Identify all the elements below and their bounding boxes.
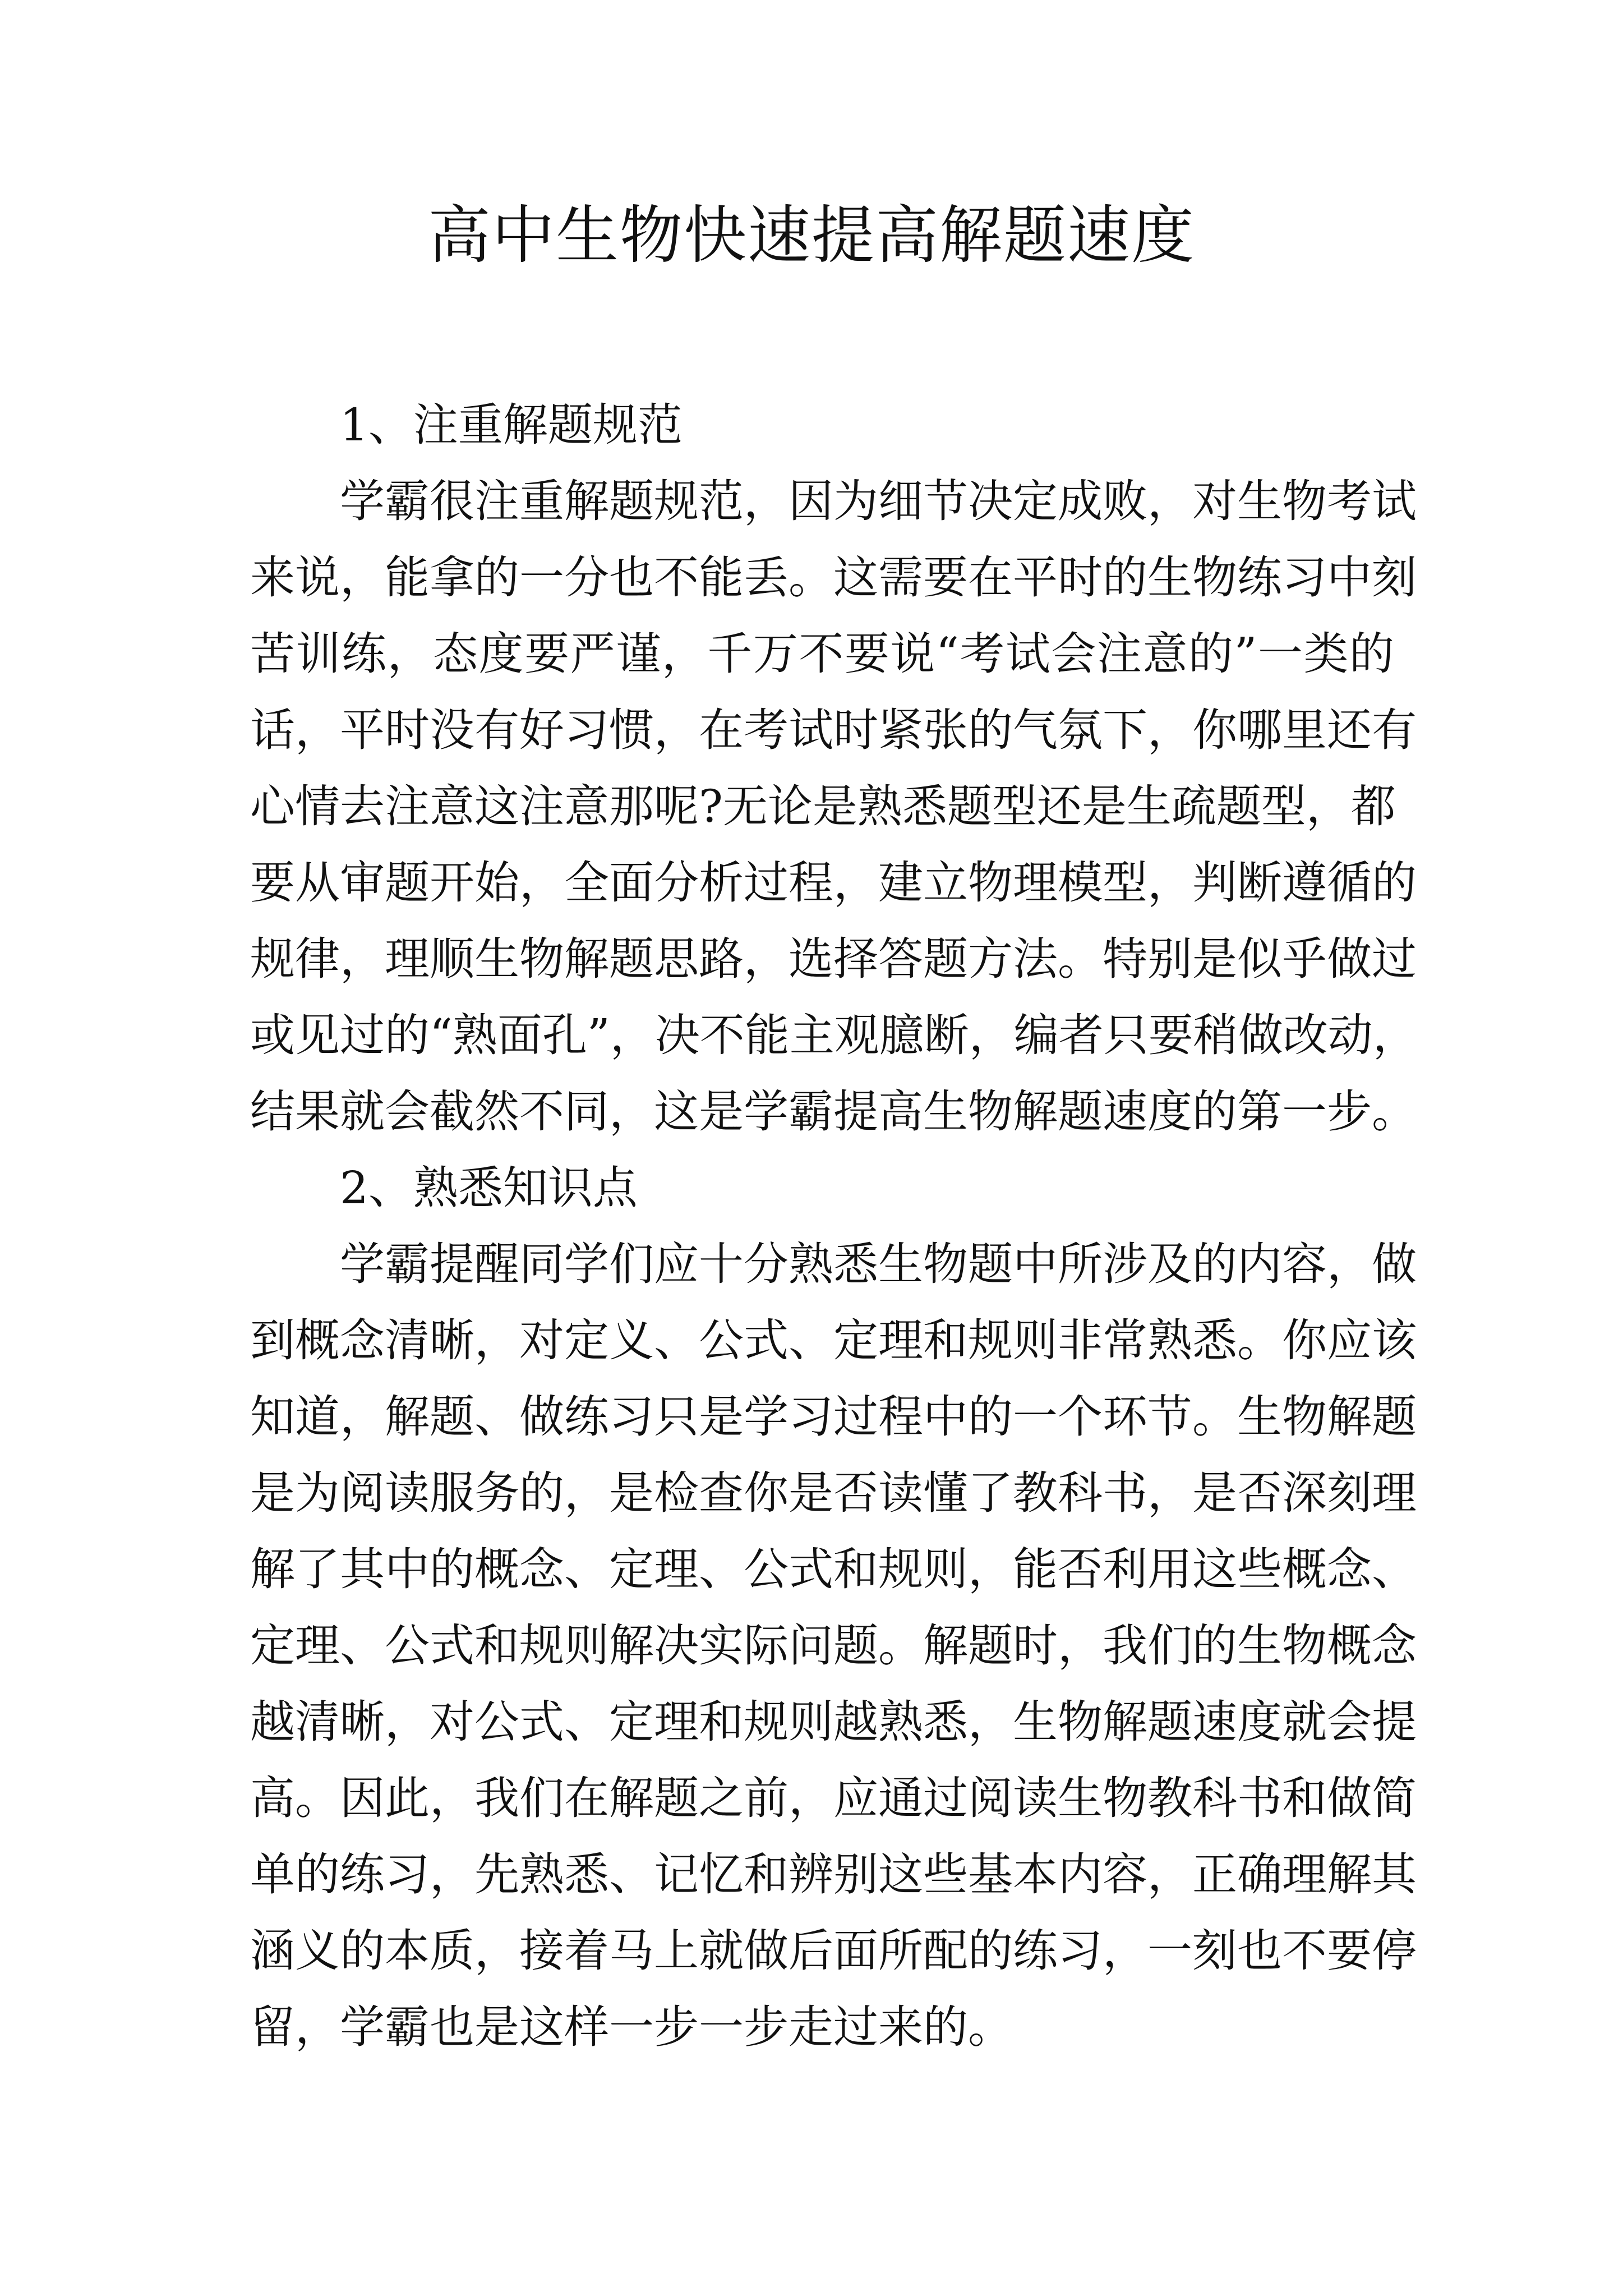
paragraph-line: 来说，能拿的一分也不能丢。这需要在平时的生物练习中刻 [250, 551, 1417, 604]
paragraph-line: 高。因此，我们在解题之前，应通过阅读生物教科书和做简 [250, 1772, 1417, 1824]
paragraph-line: 规律，理顺生物解题思路，选择答题方法。特别是似乎做过 [250, 933, 1417, 985]
paragraph-line: 解了其中的概念、定理、公式和规则，能否利用这些概念、 [250, 1543, 1417, 1595]
paragraph-line: 学霸很注重解题规范，因为细节决定成败，对生物考试 [340, 475, 1417, 527]
paragraph-line: 留，学霸也是这样一步一步走过来的。 [250, 2001, 1013, 2053]
section-heading: 1、注重解题规范 [340, 399, 683, 451]
paragraph-line: 苦训练，态度要严谨，千万不要说“考试会注意的”一类的 [250, 628, 1394, 680]
document-title: 高中生物快速提高解题速度 [428, 199, 1195, 272]
paragraph-line: 要从审题开始，全面分析过程，建立物理模型，判断遵循的 [250, 857, 1417, 909]
section-heading: 2、熟悉知识点 [340, 1162, 638, 1214]
paragraph-line: 单的练习，先熟悉、记忆和辨别这些基本内容，正确理解其 [250, 1848, 1417, 1901]
paragraph-line: 涵义的本质，接着马上就做后面所配的练习，一刻也不要停 [250, 1925, 1417, 1977]
paragraph-line: 或见过的“熟面孔”，决不能主观臆断，编者只要稍做改动， [250, 1009, 1418, 1061]
paragraph-line: 学霸提醒同学们应十分熟悉生物题中所涉及的内容，做 [340, 1238, 1417, 1290]
paragraph-line: 越清晰，对公式、定理和规则越熟悉，生物解题速度就会提 [250, 1696, 1417, 1748]
paragraph-line: 心情去注意这注意那呢?无论是熟悉题型还是生疏题型，都 [250, 780, 1396, 832]
paragraph-line: 话，平时没有好习惯，在考试时紧张的气氛下，你哪里还有 [250, 704, 1417, 756]
document-body [250, 387, 1418, 2065]
paragraph-line: 是为阅读服务的，是检查你是否读懂了教科书，是否深刻理 [250, 1467, 1417, 1519]
paragraph-line: 知道，解题、做练习只是学习过程中的一个环节。生物解题 [250, 1391, 1417, 1443]
paragraph-line: 到概念清晰，对定义、公式、定理和规则非常熟悉。你应该 [250, 1314, 1417, 1366]
paragraph-line: 定理、公式和规则解决实际问题。解题时，我们的生物概念 [250, 1619, 1417, 1672]
paragraph-line: 结果就会截然不同，这是学霸提高生物解题速度的第一步。 [250, 1085, 1417, 1138]
